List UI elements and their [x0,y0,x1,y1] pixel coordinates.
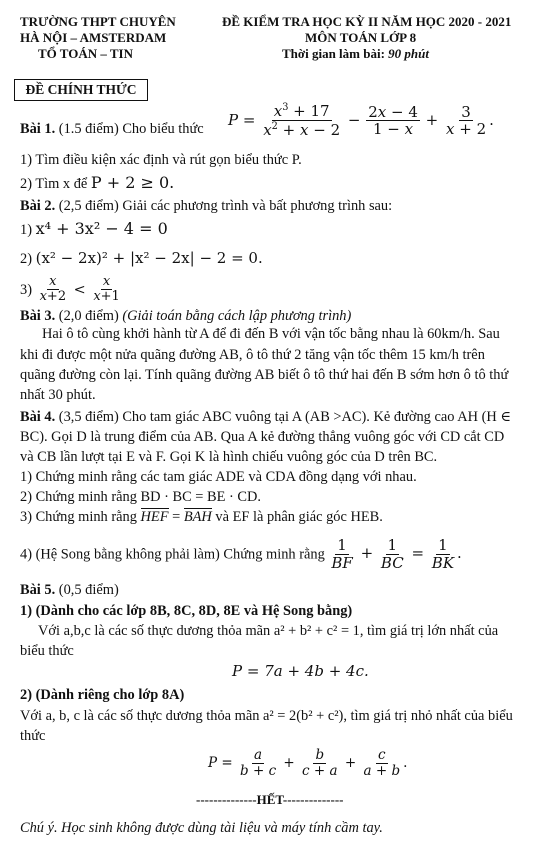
problem-4-line-2: BC). Gọi D là trung điểm của AB. Qua A kẻ đường thẳng vuông góc với CD cắt CD [20,429,505,445]
angle-HEF: HEF [140,509,169,525]
problem-2-question-2: 2) (x² − 2x)² + |x² − 2x| − 2 = 0. [20,249,263,267]
problem-4-line-3: và CB lần lượt tại E và F. Gọi K là hình chiếu vuông góc của D trên BC. [20,449,438,465]
end-marker: --------------HẾT-------------- [196,792,344,807]
problem-2-lead: (2,5 điểm) Giải các phương trình và bất phương trình sau: [55,198,393,214]
problem-5-part-1-title: 1) (Dành cho các lớp 8B, 8C, 8D, 8E và Hệ Song bằng) [20,603,353,619]
problem-1-label: Bài 1. [20,121,56,137]
problem-3-lead: (2,0 điểm) [55,308,123,324]
problem-3-label: Bài 3. [20,308,56,324]
problem-3-text-line-4: nhất 30 phút. [20,387,96,403]
school-name-line1: TRƯỜNG THPT CHUYÊN [20,14,176,29]
problem-5-part-1-formula: P = 7a + 4b + 4c. [232,662,369,680]
problem-5-part-2-text-2: thức [20,728,46,744]
equation-1: x⁴ + 3x² − 4 = 0 [35,219,168,238]
problem-4-question-1: 1) Chứng minh rằng các tam giác ADE và CDA đồng dạng với nhau. [20,469,417,485]
problem-3-text-line-3: quãng đường còn lại. Tính quãng đường AB biết ô tô thứ hai đến B sớm hơn ô tô thứ [20,367,509,383]
subject-title: MÔN TOÁN LỚP 8 [305,30,417,45]
problem-5-part-1-text: Với a,b,c là các số thực dương thỏa mãn a² + b² + c² = 1, tìm giá trị lớn nhất của [38,623,499,639]
problem-5-part-2-title: 2) (Dành riêng cho lớp 8A) [20,687,185,703]
problem-4-question-2: 2) Chứng minh rằng BD · BC = BE · CD. [20,489,261,505]
problem-3-intro [20,307,351,325]
angle-BAH: BAH [183,509,212,525]
problem-4-line-1: Bài 4. (3,5 điểm) Cho tam giác ABC vuông tại A (AB >AC). Kẻ đường cao AH (H ∈ [20,409,512,425]
problem-1-intro [20,120,204,138]
problem-5-part-1-text-2: biểu thức [20,643,74,659]
problem-3-text-line-2: khi đi được một nửa quãng đường AB, ô tô thứ 2 tăng vận tốc thêm 15 km/h trên [20,347,485,363]
problem-2-question-3: 3) $\frac{x}{x+2}$ < $\frac{x}{x+1}$ [20,274,120,305]
school-name-line2: HÀ NỘI – AMSTERDAM [20,30,167,45]
equation-2: (x² − 2x)² + |x² − 2x| − 2 = 0. [35,249,263,267]
problem-1-lead: (1.5 điểm) Cho biểu thức [55,121,204,137]
expression-P: P = $\frac{x^3 + 17}{x^2 + x - 2}$ − $\frac{2x - 4}{1 - x}$ + $\frac{3}{x + 2}$ . [228,102,494,139]
problem-2-label: Bài 2. [20,198,56,214]
time-value: 90 phút [388,46,429,61]
problem-3-note: (Giải toán bằng cách lập phương trình) [122,308,352,324]
time-label: Thời gian làm bài: [282,46,389,61]
problem-1-question-1: 1) Tìm điều kiện xác định và rút gọn biểu thức P. [20,152,302,168]
exam-duration [282,46,429,62]
department-name: TỔ TOÁN – TIN [38,46,134,61]
problem-5-label: Bài 5. [20,582,56,598]
problem-5-part-2-text: Với a, b, c là các số thực dương thỏa mãn a² = 2(b² + c²), tìm giá trị nhỏ nhất của biểu [20,708,513,724]
exam-title: ĐỀ KIỂM TRA HỌC KỲ II NĂM HỌC 2020 - 2021 [222,14,512,29]
problem-4-question-4: 4) (Hệ Song bằng không phải làm) Chứng minh rằng $\frac{1}{BF}$ + $\frac{1}{BC}$ = $\frac{1}{BK}$ . [20,536,462,572]
problem-5-part-2-formula: P = $\frac{a}{b + c}$ + $\frac{b}{c + a}$ + $\frac{c}{a + b}$ . [208,747,408,779]
official-exam-box: ĐỀ CHÍNH THỨC [14,79,148,101]
problem-2-intro [20,197,392,215]
equation-BF-BC-BK: $\frac{1}{BF}$ + $\frac{1}{BC}$ = $\frac{1}{BK}$ . [331,536,462,572]
problem-4-question-3: 3) Chứng minh rằng HEF = BAH và EF là phân giác góc HEB. [20,509,383,525]
problem-4-label: Bài 4. [20,409,56,425]
problem-5-intro: Bài 5. (0,5 điểm) [20,582,119,598]
inequality-P: P + 2 ≥ 0. [90,173,175,192]
problem-2-question-1: 1) x⁴ + 3x² − 4 = 0 [20,219,168,238]
footer-note: Chú ý. Học sinh không được dùng tài liệu và máy tính cầm tay. [20,820,383,836]
problem-1-question-2: 2) Tìm x để P + 2 ≥ 0. [20,173,175,192]
problem-3-text-line-1: Hai ô tô cùng khởi hành từ A để đi đến B với vận tốc bằng nhau là 60km/h. Sau [42,326,500,342]
